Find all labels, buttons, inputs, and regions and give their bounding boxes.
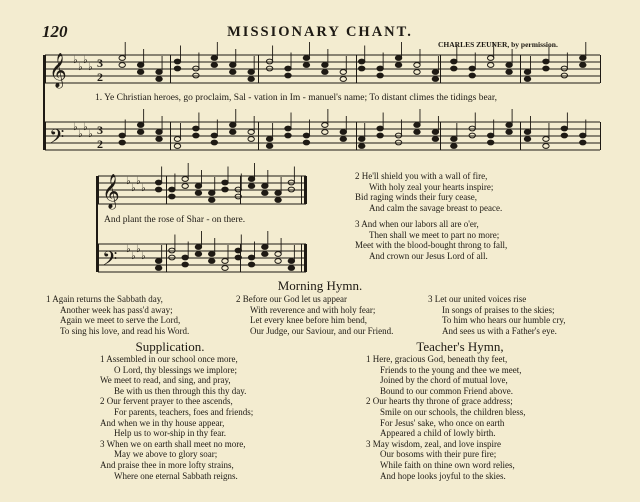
note: [248, 262, 254, 267]
note: [524, 130, 530, 135]
note: [288, 180, 294, 185]
note: [451, 144, 457, 149]
note: [235, 248, 241, 253]
note: [561, 73, 567, 78]
note: [487, 140, 493, 145]
verse-line: O Lord, thy blessings we implore;: [114, 364, 237, 375]
verse-line: Smile on our schools, the children bless,: [380, 406, 526, 417]
note: [209, 198, 215, 203]
note: [340, 137, 346, 142]
morning-hymn-title: Morning Hymn.: [277, 278, 363, 293]
flat-icon: ♭: [141, 183, 146, 194]
time-signature: 3: [97, 56, 103, 70]
note: [182, 262, 188, 267]
barline: [301, 176, 302, 204]
note: [506, 123, 512, 128]
barline: [356, 122, 357, 150]
verse-line: Then shall we meet to part no more;: [369, 229, 500, 240]
morning-verse-3: [428, 294, 566, 336]
chant-verse-3: [355, 219, 507, 261]
time-signature: 2: [97, 70, 103, 84]
note: [303, 140, 309, 145]
morning-verse-1: [46, 294, 189, 336]
verse-line: 2 Our fervent prayer to thee ascends,: [100, 396, 233, 407]
note: [193, 66, 199, 71]
verse-line: And sees us with a Father's eye.: [442, 325, 557, 336]
note: [182, 184, 188, 189]
note: [487, 133, 493, 138]
note: [195, 252, 201, 257]
note: [487, 63, 493, 68]
verse-line: To him who hears our humble cry,: [442, 315, 566, 326]
treble-clef-icon: 𝄞: [49, 53, 67, 88]
note: [580, 56, 586, 61]
note: [303, 133, 309, 138]
supplication-verses: [100, 354, 253, 481]
note: [266, 59, 272, 64]
verse-line: 2 Our hearts thy throne of grace address;: [366, 396, 513, 407]
treble-clef-icon: 𝄞: [102, 174, 120, 209]
note: [156, 77, 162, 82]
verse-line: And hope looks joyful to the skies.: [380, 470, 506, 481]
note: [303, 63, 309, 68]
barline: [304, 176, 307, 204]
note: [222, 187, 228, 192]
note: [266, 137, 272, 142]
flat-icon: ♭: [126, 244, 131, 255]
note: [432, 70, 438, 75]
note: [266, 144, 272, 149]
note: [377, 66, 383, 71]
verse-line: Bid raging winds their fury cease,: [355, 192, 477, 203]
verse-line: To sing his love, and read his Word.: [60, 325, 190, 336]
note: [303, 56, 309, 61]
note: [285, 133, 291, 138]
note: [469, 126, 475, 131]
note: [395, 63, 401, 68]
note: [543, 144, 549, 149]
note: [285, 126, 291, 131]
note: [580, 133, 586, 138]
note: [137, 130, 143, 135]
flat-icon: ♭: [88, 129, 93, 140]
system-bracket: [43, 55, 45, 150]
barline: [520, 122, 521, 150]
note: [359, 137, 365, 142]
note: [543, 137, 549, 142]
note: [275, 191, 281, 196]
note: [322, 70, 328, 75]
note: [137, 70, 143, 75]
verse-line: We meet to read, and sing, and pray,: [100, 375, 231, 386]
verse-line: 1 Assembled in our school once more,: [100, 354, 238, 364]
note: [580, 63, 586, 68]
verse-line: With holy zeal your hearts inspire;: [369, 181, 494, 192]
note: [169, 255, 175, 260]
note: [169, 194, 175, 199]
hymn-title: MISSIONARY CHANT.: [227, 24, 413, 40]
note: [155, 187, 161, 192]
verse-line: Where one eternal Sabbath reigns.: [114, 470, 238, 481]
verse-line: Let every knee before him bend,: [250, 315, 367, 326]
note: [506, 70, 512, 75]
note: [209, 252, 215, 257]
note: [506, 63, 512, 68]
note: [155, 259, 161, 264]
note: [195, 245, 201, 250]
note: [174, 137, 180, 142]
verse-line: Another week has pass'd away;: [60, 304, 173, 315]
note: [119, 140, 125, 145]
note: [487, 56, 493, 61]
verse-line: For Jesus' sake, who once on earth: [380, 417, 505, 428]
note: [248, 137, 254, 142]
system-bracket: [96, 176, 98, 272]
note: [469, 66, 475, 71]
verse-line: Help us to wor-ship in thy fear.: [114, 428, 227, 439]
note: [235, 255, 241, 260]
note: [193, 73, 199, 78]
note: [377, 73, 383, 78]
note: [155, 266, 161, 271]
morning-verse-2: [236, 294, 393, 336]
verse-line: And calm the savage breast to peace.: [369, 202, 503, 213]
note: [322, 123, 328, 128]
note: [169, 248, 175, 253]
note: [561, 133, 567, 138]
note: [285, 73, 291, 78]
flat-icon: ♭: [83, 55, 88, 66]
note: [469, 73, 475, 78]
flat-icon: ♭: [88, 62, 93, 73]
chant-verse-2: [355, 171, 502, 213]
composer-credit: CHARLES ZEUNER, by permission.: [438, 40, 558, 49]
note: [211, 133, 217, 138]
barline: [45, 55, 46, 83]
barline: [301, 244, 302, 272]
note: [451, 59, 457, 64]
note: [230, 130, 236, 135]
note: [248, 70, 254, 75]
barline: [170, 55, 171, 83]
note: [432, 77, 438, 82]
verse-line: Our bosoms with their pure fire;: [380, 449, 497, 460]
note: [561, 126, 567, 131]
note: [395, 140, 401, 145]
note: [451, 66, 457, 71]
note: [580, 140, 586, 145]
note: [395, 56, 401, 61]
note: [506, 130, 512, 135]
note: [359, 144, 365, 149]
note: [340, 70, 346, 75]
note: [174, 59, 180, 64]
note: [182, 255, 188, 260]
note: [275, 252, 281, 257]
verse-line: And crown our Jesus Lord of all.: [369, 250, 488, 261]
note: [174, 144, 180, 149]
page-number: 120: [42, 22, 68, 41]
verse-line: In songs of praises to the skies;: [442, 304, 555, 315]
verse-line: 2 He'll shield you with a wall of fire,: [355, 171, 488, 181]
note: [414, 63, 420, 68]
lyric-line-2: And plant the rose of Shar - on there.: [104, 215, 246, 225]
note: [395, 133, 401, 138]
note: [193, 133, 199, 138]
verse-line: While faith on thine own word relies,: [380, 459, 515, 470]
verse-line: 3 When we on earth shall meet no more,: [100, 438, 246, 449]
bass-clef-icon: 𝄢: [49, 125, 65, 153]
note: [377, 126, 383, 131]
verse-line: 3 May wisdom, zeal, and love inspire: [366, 438, 501, 449]
barline: [98, 176, 99, 204]
note: [285, 66, 291, 71]
note: [543, 59, 549, 64]
note: [414, 123, 420, 128]
note: [248, 177, 254, 182]
flat-icon: ♭: [136, 244, 141, 255]
verse-line: And praise thee in more lofty strains,: [100, 459, 234, 470]
note: [414, 70, 420, 75]
note: [211, 140, 217, 145]
teachers-hymn-verses: [366, 354, 525, 481]
note: [137, 123, 143, 128]
note: [248, 130, 254, 135]
note: [359, 66, 365, 71]
verse-line: 3 And when our labors all are o'er,: [355, 219, 479, 229]
verse-line: 1 Again returns the Sabbath day,: [46, 294, 163, 304]
verse-line: Bound to our common Friend above.: [380, 385, 513, 396]
note: [275, 259, 281, 264]
note: [248, 184, 254, 189]
barline: [166, 244, 167, 272]
note: [155, 180, 161, 185]
note: [193, 126, 199, 131]
flat-icon: ♭: [131, 251, 136, 262]
barline: [600, 122, 601, 150]
note: [543, 66, 549, 71]
note: [288, 259, 294, 264]
time-signature: 2: [97, 137, 103, 151]
note: [288, 266, 294, 271]
verse-line: Be with us then through this thy day.: [114, 385, 247, 396]
note: [248, 255, 254, 260]
flat-icon: ♭: [131, 183, 136, 194]
verse-line: Meet with the blood-bought throng to fall,: [355, 240, 508, 251]
barline: [600, 55, 601, 83]
note: [119, 63, 125, 68]
note: [222, 266, 228, 271]
note: [137, 63, 143, 68]
note: [469, 133, 475, 138]
note: [156, 130, 162, 135]
verse-line: Joined by the chord of mutual love,: [380, 375, 508, 386]
verse-line: For parents, teachers, foes and friends;: [114, 406, 254, 417]
note: [248, 77, 254, 82]
barline: [356, 55, 357, 83]
note: [561, 66, 567, 71]
barline: [440, 122, 441, 150]
flat-icon: ♭: [73, 55, 78, 66]
flat-icon: ♭: [141, 251, 146, 262]
teachers-hymn-title: Teacher's Hymn,: [416, 339, 504, 354]
verse-line: 1 Here, gracious God, beneath thy feet,: [366, 354, 508, 364]
barline: [304, 244, 307, 272]
note: [211, 63, 217, 68]
barline: [170, 122, 171, 150]
barline: [258, 122, 259, 150]
barline: [520, 55, 521, 83]
barline: [440, 55, 441, 83]
note: [222, 259, 228, 264]
note: [340, 130, 346, 135]
note: [275, 198, 281, 203]
note: [169, 187, 175, 192]
note: [266, 66, 272, 71]
flat-icon: ♭: [78, 129, 83, 140]
flat-icon: ♭: [78, 62, 83, 73]
verse-line: 3 Let our united voices rise: [428, 294, 527, 304]
note: [359, 59, 365, 64]
barline: [166, 176, 167, 204]
verse-line: 2 Before our God let us appear: [236, 294, 347, 304]
verse-line: May we above to glory soar;: [114, 449, 218, 460]
note: [262, 191, 268, 196]
note: [195, 184, 201, 189]
note: [524, 77, 530, 82]
bass-clef-icon: 𝄢: [102, 247, 118, 275]
note: [432, 137, 438, 142]
flat-icon: ♭: [136, 176, 141, 187]
barline: [258, 55, 259, 83]
note: [451, 137, 457, 142]
note: [230, 70, 236, 75]
verse-line: Our Judge, our Saviour, and our Friend.: [250, 325, 394, 336]
barline: [98, 244, 99, 272]
note: [262, 184, 268, 189]
note: [209, 191, 215, 196]
time-signature: 3: [97, 123, 103, 137]
note: [119, 56, 125, 61]
note: [182, 177, 188, 182]
note: [174, 66, 180, 71]
verse-line: And when we in thy house appear,: [100, 417, 225, 428]
note: [432, 130, 438, 135]
note: [156, 70, 162, 75]
note: [524, 70, 530, 75]
note: [377, 133, 383, 138]
note: [230, 63, 236, 68]
flat-icon: ♭: [73, 122, 78, 133]
supplication-title: Supplication.: [135, 339, 205, 354]
note: [119, 133, 125, 138]
note: [156, 137, 162, 142]
note: [288, 187, 294, 192]
note: [322, 130, 328, 135]
flat-icon: ♭: [83, 122, 88, 133]
note: [414, 130, 420, 135]
lyric-line-1: 1. Ye Christian heroes, go proclaim, Sal - vation in Im - manuel's name; To distant climes the tidings bear,: [95, 93, 498, 103]
verse-line: With reverence and with holy fear;: [250, 304, 376, 315]
note: [340, 77, 346, 82]
note: [524, 137, 530, 142]
note: [262, 245, 268, 250]
note: [222, 180, 228, 185]
verse-line: Again we meet to serve the Lord,: [60, 315, 181, 326]
note: [262, 252, 268, 257]
note: [195, 191, 201, 196]
barline: [45, 122, 46, 150]
flat-icon: ♭: [126, 176, 131, 187]
verse-line: Appeared a child of lowly birth.: [380, 428, 496, 439]
note: [211, 56, 217, 61]
note: [322, 63, 328, 68]
note: [230, 123, 236, 128]
verse-line: Friends to the young and thee we meet,: [380, 364, 522, 375]
note: [209, 259, 215, 264]
